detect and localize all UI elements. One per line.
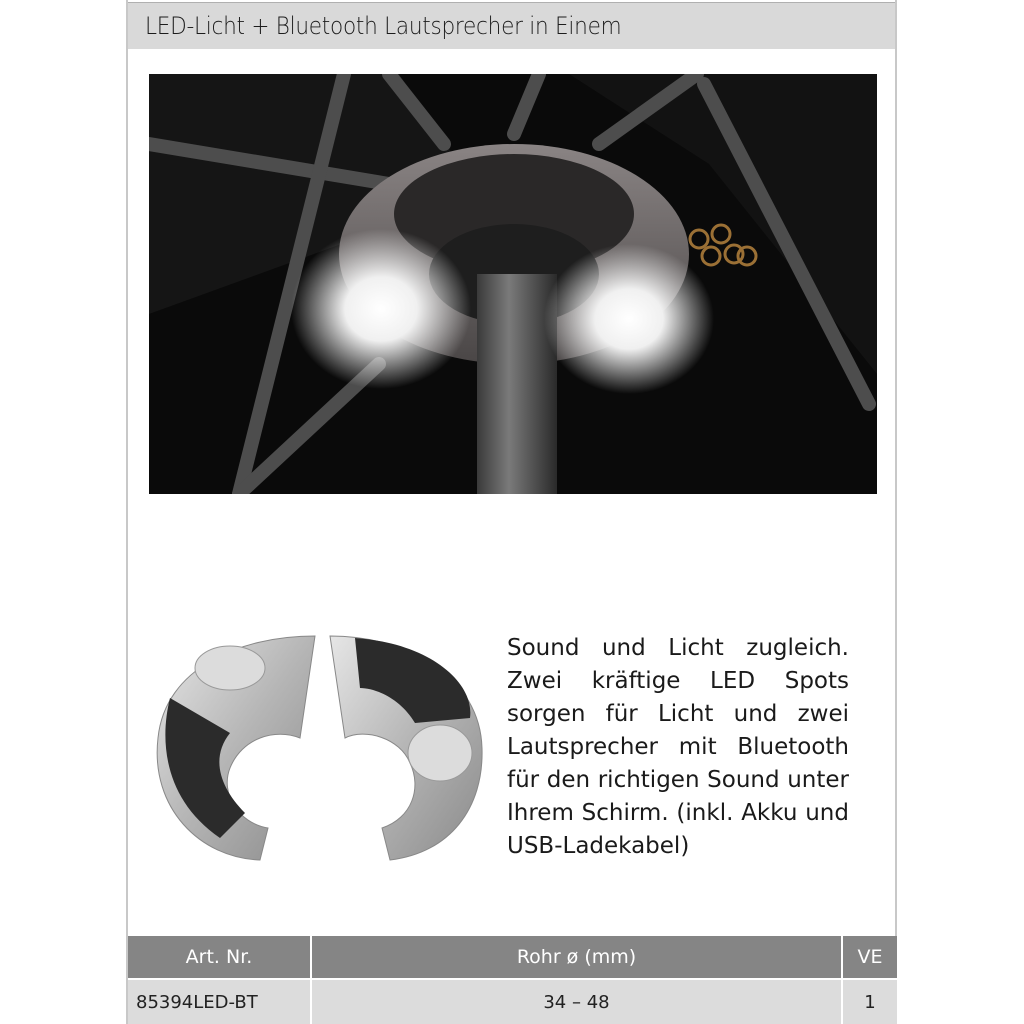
header-pipe-diameter: Rohr ø (mm) [311,936,842,979]
ring-speaker-product-icon [150,628,490,868]
umbrella-light-photo-icon [149,74,877,494]
cell-article-number: 85394LED-BT [128,979,311,1024]
header-article-number: Art. Nr. [128,936,311,979]
page-title: LED-Licht + Bluetooth Lautsprecher in Einem [145,12,622,40]
title-bar [128,2,895,49]
header-packaging-unit: VE [842,936,897,979]
catalog-page [126,0,897,1024]
product-description [507,632,849,863]
hero-photo [149,74,877,494]
table-header-row [128,936,897,979]
description-text: Sound und Licht zugleich. Zwei kräftige LED Spots sorgen für Licht und zwei Lautsprecher mit Bluetooth für den richtigen Sound unter Ihrem Schirm. (inkl. Akku und USB-Ladekabel) [507,635,849,859]
cell-pipe-diameter: 34 – 48 [311,979,842,1024]
table-row [128,979,897,1024]
product-photo [150,628,490,868]
spec-table [128,936,897,1024]
cell-packaging-unit: 1 [842,979,897,1024]
